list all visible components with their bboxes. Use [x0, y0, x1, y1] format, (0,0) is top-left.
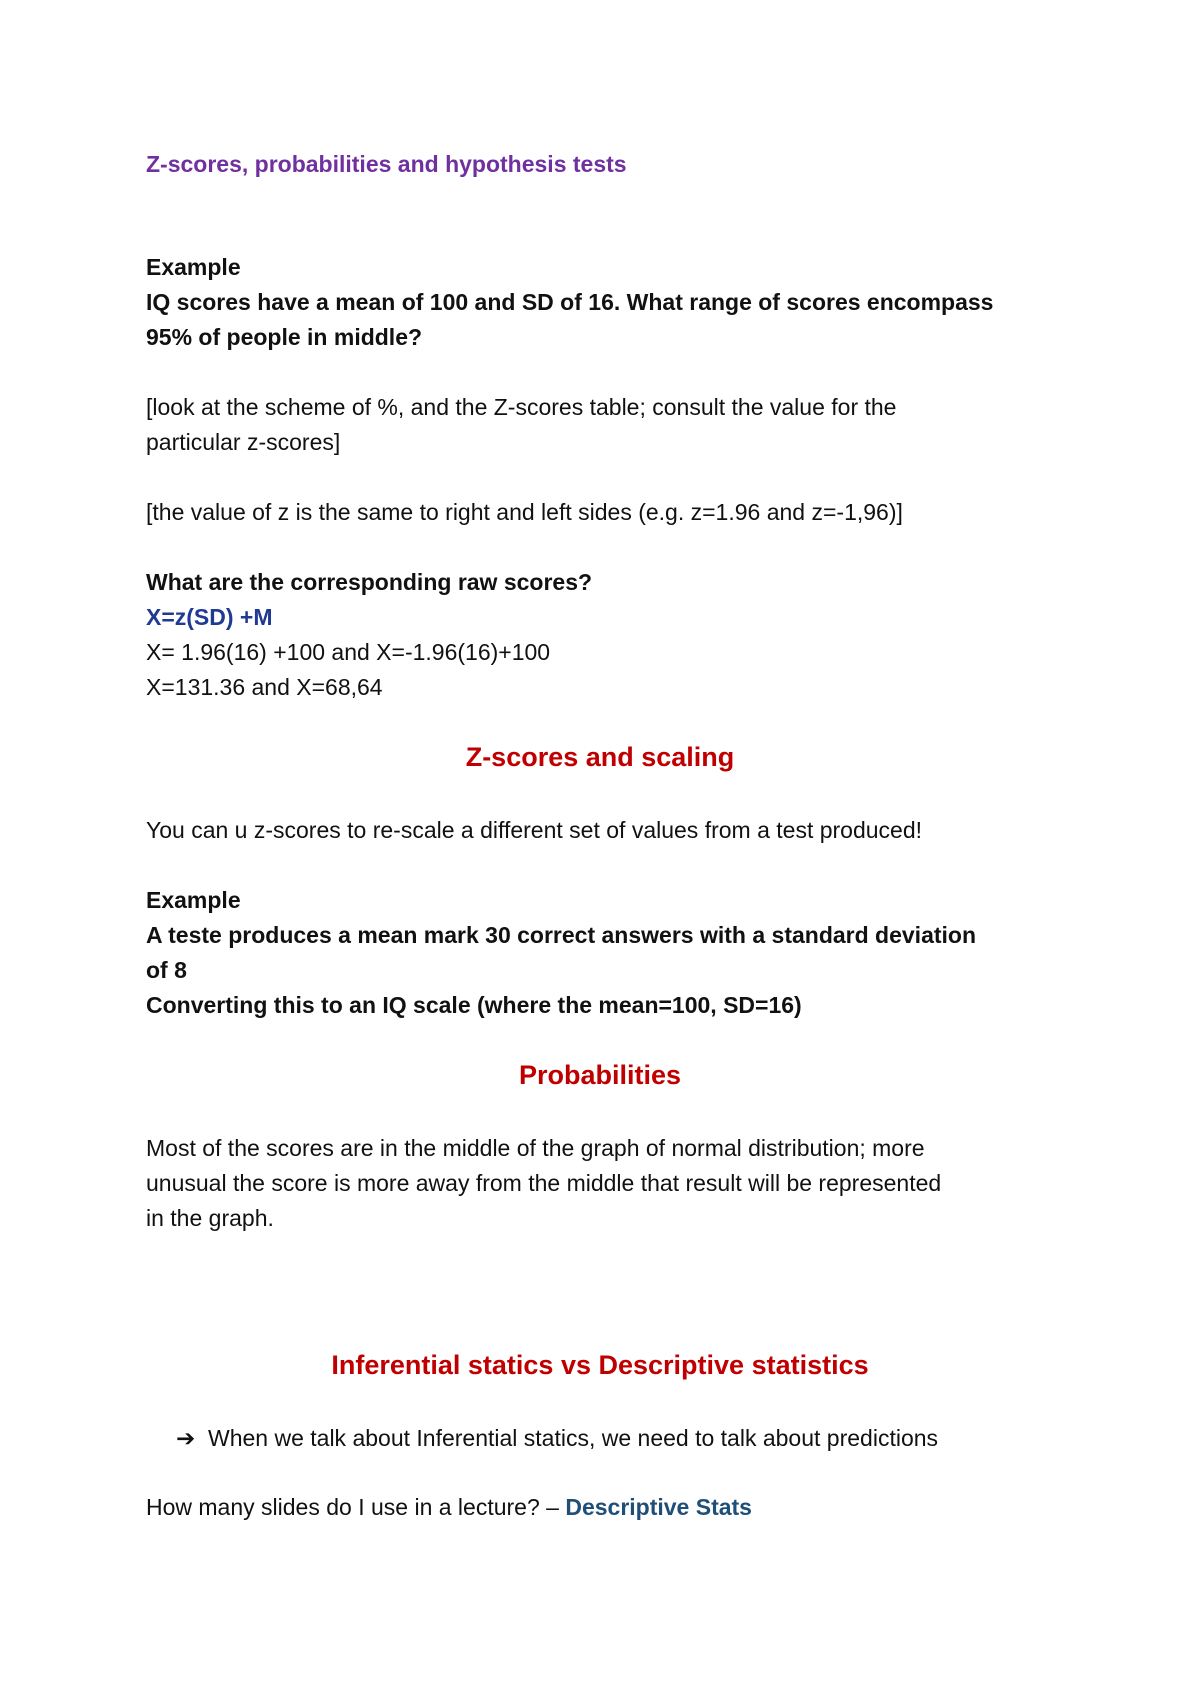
bullet-text: When we talk about Inferential statics, we need to talk about predictions	[208, 1425, 939, 1451]
probabilities-body: Most of the scores are in the middle of the graph of normal distribution; more	[146, 1135, 925, 1161]
calculation-line: X=131.36 and X=68,64	[146, 674, 383, 700]
question-line: IQ scores have a mean of 100 and SD of 16. What range of scores encompass	[146, 289, 994, 315]
raw-scores-question: What are the corresponding raw scores?	[146, 569, 593, 595]
question-line: 95% of people in middle?	[146, 324, 423, 350]
section-heading-scaling: Z-scores and scaling	[465, 742, 735, 772]
probabilities-body: in the graph.	[146, 1205, 274, 1231]
note-text: particular z-scores]	[146, 429, 341, 455]
probabilities-body: unusual the score is more away from the middle that result will be represented	[146, 1170, 942, 1196]
section-heading-inferential: Inferential statics vs Descriptive statistics	[331, 1350, 869, 1380]
example-line: Converting this to an IQ scale (where the mean=100, SD=16)	[146, 992, 802, 1018]
scaling-body: You can u z-scores to re-scale a different set of values from a test produced!	[146, 817, 923, 843]
example-line: A teste produces a mean mark 30 correct answers with a standard deviation	[146, 922, 977, 948]
lecture-question-line	[146, 1490, 1076, 1525]
note-text: [look at the scheme of %, and the Z-scores table; consult the value for the	[146, 394, 897, 420]
section-heading-probabilities: Probabilities	[518, 1060, 682, 1090]
calculation-line: X= 1.96(16) +100 and X=-1.96(16)+100	[146, 639, 551, 665]
document-title: Z-scores, probabilities and hypothesis tests	[146, 151, 627, 177]
example-label: Example	[146, 887, 241, 913]
example-line: of 8	[146, 957, 187, 983]
right-arrow-icon: ➔	[176, 1425, 196, 1451]
formula: X=z(SD) +M	[146, 604, 273, 630]
bullet-item	[176, 1421, 1106, 1456]
note-text: [the value of z is the same to right and left sides (e.g. z=1.96 and z=-1,96)]	[146, 499, 903, 525]
lecture-question: How many slides do I use in a lecture? –	[146, 1494, 566, 1520]
example-label: Example	[146, 254, 241, 280]
lecture-answer: Descriptive Stats	[565, 1494, 752, 1520]
